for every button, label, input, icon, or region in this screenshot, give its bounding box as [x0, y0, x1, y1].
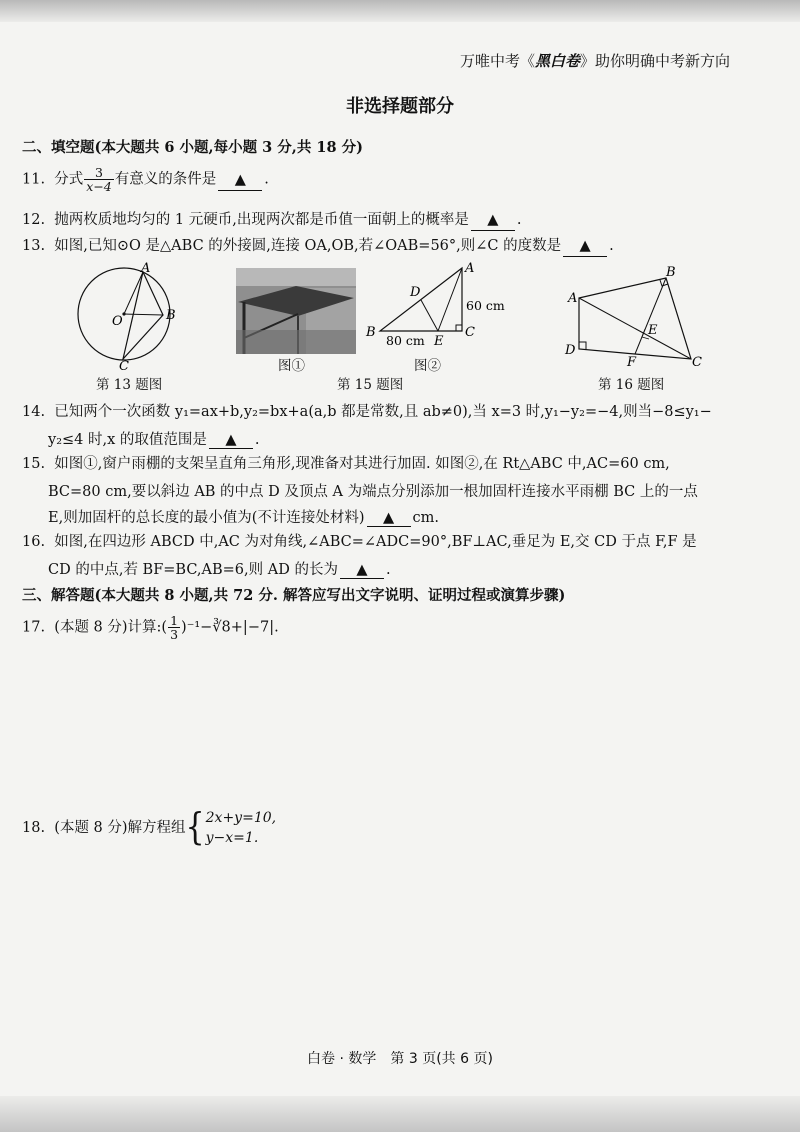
figure-16-caption: 第 16 题图	[598, 377, 665, 393]
equation-2: y−x=1.	[205, 830, 259, 846]
label-b: B	[666, 265, 676, 280]
photo-wall	[236, 268, 356, 286]
question-number: 13.	[22, 238, 46, 254]
figure-13-caption: 第 13 题图	[96, 377, 163, 393]
figure-15-photo	[236, 268, 356, 354]
question-14-line2	[48, 428, 260, 449]
answer-heading: 三、解答题(本大题共 8 小题,共 72 分. 解答应写出文字说明、证明过程或演算步骤)	[22, 587, 566, 604]
question-text: 有意义的条件是	[114, 171, 217, 188]
question-end: .	[264, 171, 269, 188]
question-text: (本题 8 分)计算:(	[54, 619, 168, 636]
question-end: .	[609, 238, 614, 254]
label-c: C	[465, 325, 475, 340]
question-text: 如图,已知⊙O 是△ABC 的外接圆,连接 OA,OB,若∠OAB=56°,则∠C 的度数是	[54, 238, 562, 254]
label-b: B	[166, 308, 176, 323]
expression-rest: −∛8+|−7|.	[200, 619, 279, 636]
question-text: 已知两个一次函数 y₁=ax+b,y₂=bx+a(a,b 都是常数,且 ab≠0),当 x=3 时,y₁−y₂=−4,则当−8≤y₁−	[54, 404, 712, 420]
question-text: 如图,在四边形 ABCD 中,AC 为对角线,∠ABC=∠ADC=90°,BF⊥AC,垂足为 E,交 CD 于点 F,F 是	[54, 534, 697, 550]
question-number: 17.	[22, 619, 46, 636]
question-number: 16.	[22, 534, 46, 550]
figure-13-circle	[70, 262, 200, 372]
page-header	[460, 50, 730, 71]
scan-shadow-bottom	[0, 1096, 800, 1132]
fraction-denominator: x−4	[86, 179, 112, 194]
figure-16-quadrilateral	[560, 262, 710, 370]
fraction-numerator: 3	[84, 166, 113, 180]
answer-blank: ▲	[471, 210, 515, 231]
answer-blank: ▲	[218, 170, 262, 191]
question-number: 14.	[22, 404, 46, 420]
label-d: D	[565, 343, 576, 358]
question-11	[22, 166, 269, 193]
segment-ob	[124, 314, 163, 315]
photo-ground	[236, 330, 356, 354]
figure-15-triangle	[362, 260, 522, 352]
fraction-numerator: 1	[170, 613, 179, 628]
figure-15-sub2: 图②	[414, 358, 441, 374]
question-12	[22, 210, 521, 231]
question-text: y₂≤4 时,x 的取值范围是	[48, 432, 207, 448]
header-prefix: 万唯中考《	[459, 52, 535, 70]
question-number: 15.	[22, 456, 46, 472]
question-text: (本题 8 分)解方程组	[54, 820, 186, 836]
question-16	[22, 532, 697, 552]
question-end: .	[254, 432, 260, 448]
answer-blank: ▲	[563, 236, 607, 257]
section-title: 非选择题部分	[346, 96, 454, 117]
question-text: E,则加固杆的总长度的最小值为(不计连接处材料)	[48, 510, 365, 526]
exponent: )⁻¹	[181, 619, 201, 636]
answer-blank: ▲	[367, 510, 411, 527]
question-number: 11.	[22, 171, 46, 188]
label-b: B	[366, 325, 376, 340]
label-c: C	[119, 359, 129, 372]
label-e: E	[648, 323, 658, 338]
quadrilateral-abcd	[579, 278, 691, 359]
scan-shadow-top	[0, 0, 800, 22]
label-f: F	[627, 355, 637, 370]
fraction	[84, 166, 113, 193]
right-angle-mark	[456, 325, 462, 331]
question-number: 12.	[22, 212, 46, 228]
question-13	[22, 236, 614, 257]
answer-blank: ▲	[209, 432, 253, 449]
center-point	[122, 312, 125, 315]
page-footer: 白卷 · 数学 第 3 页(共 6 页)	[307, 1051, 493, 1067]
question-end: .	[516, 212, 522, 228]
segment-oa	[124, 272, 143, 314]
label-o: O	[112, 314, 123, 329]
question-end: .	[385, 562, 391, 578]
figure-15-caption: 第 15 题图	[337, 377, 404, 393]
diagonal-ac	[579, 298, 691, 359]
fraction	[168, 614, 180, 641]
length-bc: 80 cm	[386, 333, 425, 348]
header-brand: 黑白卷	[534, 52, 580, 70]
fraction-denominator: 3	[170, 627, 179, 642]
label-c: C	[692, 355, 702, 370]
brace-de	[421, 300, 438, 331]
right-angle-d	[579, 342, 586, 349]
question-text: 如图①,窗户雨棚的支架呈直角三角形,现准备对其进行加固. 如图②,在 Rt△ABC 中,AC=60 cm,	[54, 456, 670, 472]
label-a: A	[465, 261, 475, 276]
question-text: 抛两枚质地均匀的 1 元硬币,出现两次都是币值一面朝上的概率是	[54, 212, 469, 228]
question-end: cm.	[412, 510, 439, 526]
system-brace: {	[185, 805, 205, 850]
header-suffix: 》助你明确中考新方向	[579, 52, 730, 70]
length-ac: 60 cm	[466, 298, 505, 313]
question-15	[22, 454, 670, 474]
answer-blank: ▲	[340, 562, 384, 579]
label-a: A	[568, 291, 578, 306]
question-text: CD 的中点,若 BF=BC,AB=6,则 AD 的长为	[48, 562, 338, 578]
question-16-line2	[48, 558, 391, 579]
question-15-line3	[48, 506, 439, 527]
question-15-line2: BC=80 cm,要以斜边 AB 的中点 D 及顶点 A 为端点分别添加一根加固杆连接水平雨棚 BC 上的一点	[48, 484, 698, 500]
equation-system	[206, 808, 276, 848]
question-text: 分式	[54, 171, 84, 188]
question-18	[22, 805, 277, 850]
label-a: A	[141, 262, 151, 276]
label-e: E	[434, 334, 444, 349]
question-17	[22, 614, 279, 641]
question-14	[22, 402, 712, 422]
fill-blank-heading: 二、填空题(本大题共 6 小题,每小题 3 分,共 18 分)	[22, 139, 363, 156]
label-d: D	[410, 285, 421, 300]
figure-15-sub1: 图①	[278, 358, 305, 374]
equation-1: 2x+y=10,	[205, 810, 277, 826]
question-number: 18.	[22, 820, 46, 836]
